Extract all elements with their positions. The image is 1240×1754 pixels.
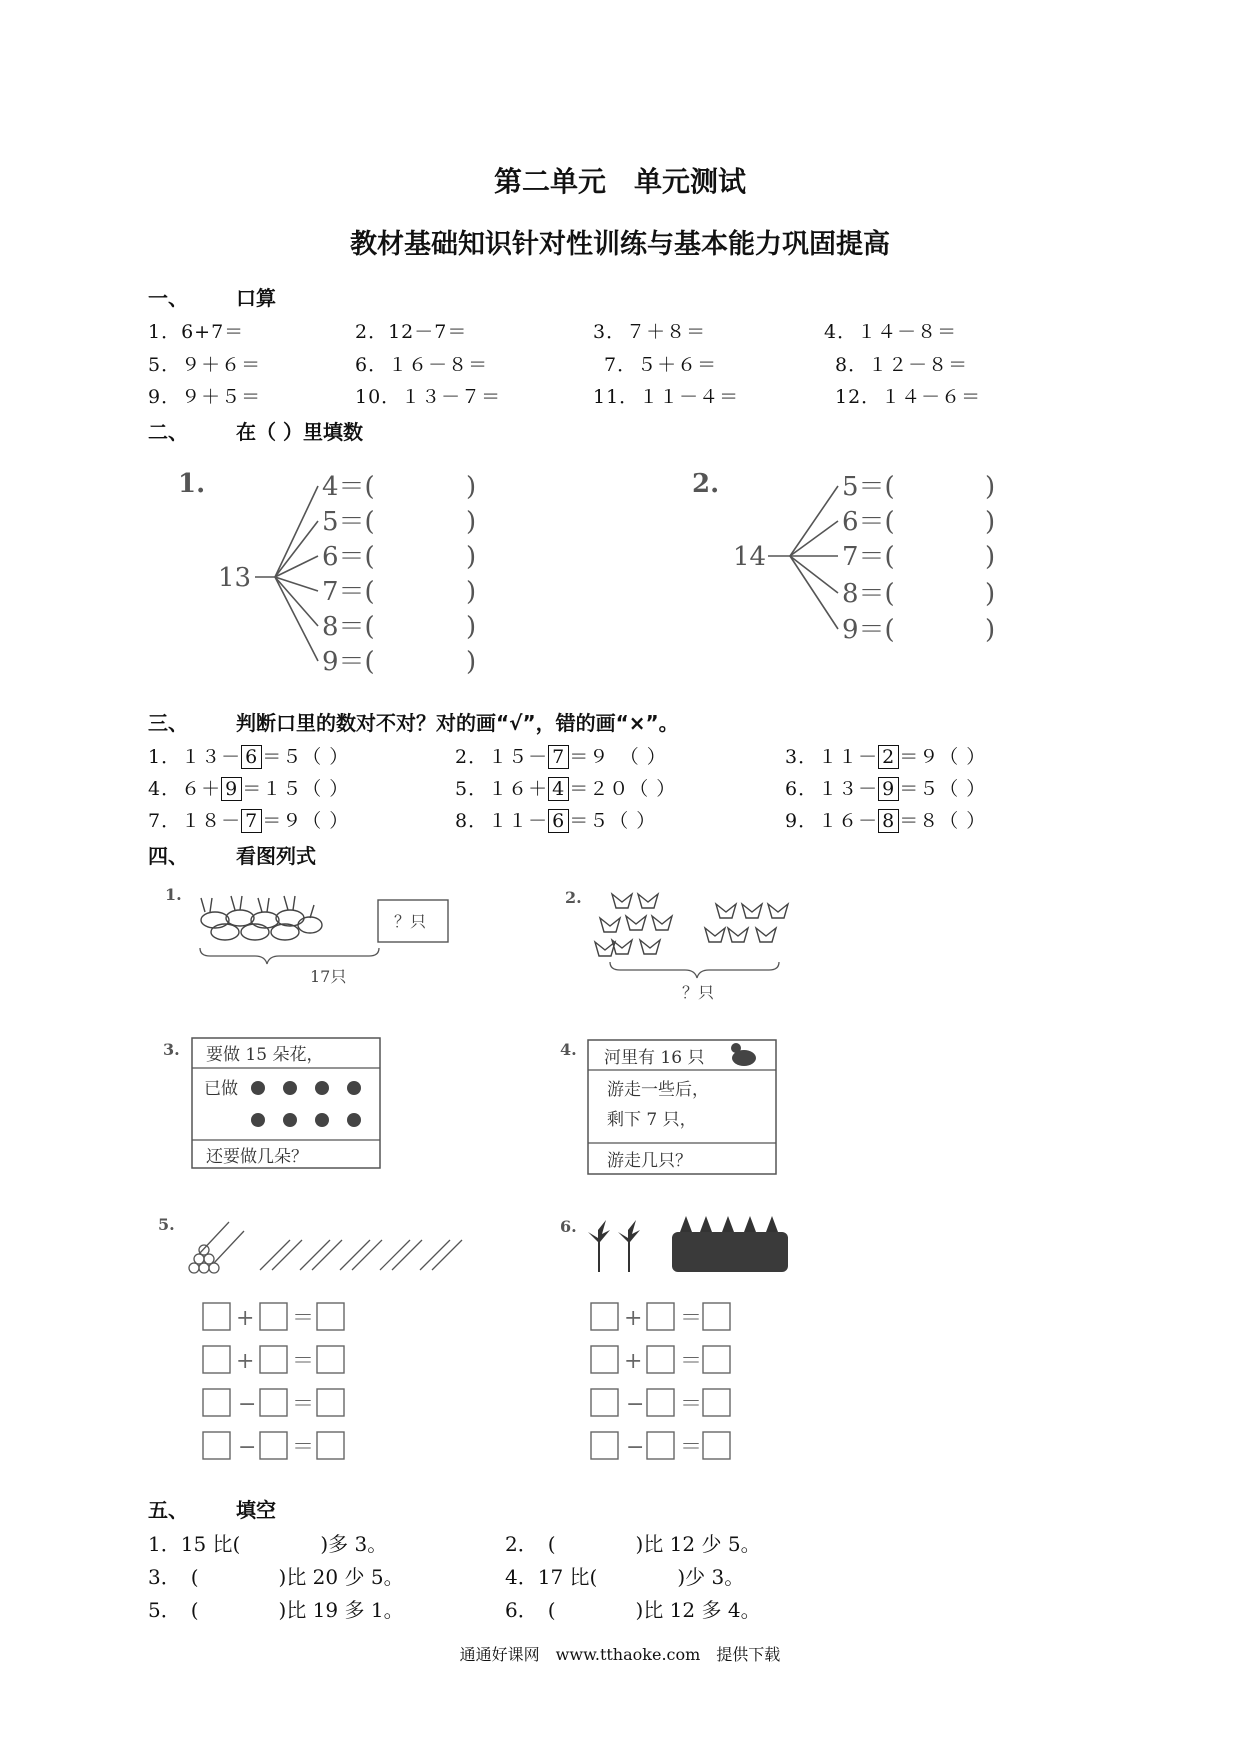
section-1-title: 口算	[236, 286, 276, 310]
oral-item-3: 3．７＋８＝	[593, 321, 707, 343]
section-2-title: 在（ ）里填数	[236, 420, 363, 444]
svg-text:＝: ＝	[292, 1435, 315, 1460]
tree-2-branch-2: 6＝(	[842, 507, 895, 537]
judge-item-3: 3．１１－ 2 ＝９（ ）	[785, 746, 987, 768]
svg-text:6.: 6.	[560, 1217, 577, 1236]
problem-4-line-3: 剩下 7 只，	[607, 1110, 697, 1130]
tree-1-branch-4: 7＝(	[322, 577, 375, 607]
problem-1-unknown: ？只	[394, 912, 427, 931]
problem-3-line-1: 要做 15 朵花，	[206, 1045, 324, 1065]
number-trees	[0, 455, 1240, 685]
section-2-number: 二、	[148, 420, 188, 444]
svg-text:1.: 1.	[165, 885, 182, 904]
birds-icon	[595, 894, 788, 956]
oral-item-10: 10．１３－７＝	[355, 386, 502, 408]
judge-box-5: 4	[548, 777, 569, 801]
svg-text:−: −	[238, 1392, 257, 1417]
judge-box-9: 8	[878, 809, 899, 833]
tree-2-close-1: )	[985, 472, 996, 502]
problem-4-line-4: 游走几只？	[607, 1151, 692, 1171]
section-3-title: 判断口里的数对不对？对的画“√”，错的画“×”。	[236, 711, 679, 735]
judge-box-4: 9	[221, 777, 242, 801]
tree-1-root: 13	[218, 563, 252, 593]
tree-2-close-4: )	[985, 579, 996, 609]
tree-1-close-6: )	[466, 647, 477, 677]
svg-text:+: +	[624, 1306, 643, 1331]
section-5-number: 五、	[148, 1498, 188, 1522]
tree-2-close-2: )	[985, 507, 996, 537]
judge-item-6: 6．１３－ 9 ＝５（ ）	[785, 778, 987, 800]
judge-item-8: 8．１１－ 6 ＝５（ ）	[455, 810, 657, 832]
tree-1-close-5: )	[466, 612, 477, 642]
problem-2-unknown: ？只	[682, 983, 715, 1002]
tree-2-branch-5: 9＝(	[842, 615, 895, 645]
svg-text:+: +	[236, 1306, 255, 1331]
problem-4-figure	[560, 1040, 776, 1174]
svg-text:−: −	[626, 1435, 645, 1460]
tree-2-branch-3: 7＝(	[842, 542, 895, 572]
tree-1-branch-5: 8＝(	[322, 612, 375, 642]
tree-1-close-4: )	[466, 577, 477, 607]
svg-text:＝: ＝	[292, 1392, 315, 1417]
problem-1-figure	[165, 885, 448, 986]
duck-icon	[731, 1043, 756, 1066]
judge-box-2: 7	[548, 745, 569, 769]
oral-item-1: 1．6+7＝	[148, 321, 245, 343]
judge-box-6: 9	[878, 777, 899, 801]
svg-text:＝: ＝	[680, 1306, 703, 1331]
logs-icon	[189, 1222, 462, 1273]
svg-text:+: +	[624, 1349, 643, 1374]
svg-text:＝: ＝	[680, 1349, 703, 1374]
oral-item-9: 9．９＋５＝	[148, 386, 262, 408]
judge-box-8: 6	[548, 809, 569, 833]
judge-item-2: 2．１５－ 7 ＝９ （ ）	[455, 746, 667, 768]
problem-5-figure	[158, 1215, 462, 1460]
tree-1-close-2: )	[466, 507, 477, 537]
problem-3-figure	[163, 1038, 380, 1168]
page-title: 第二单元 单元测试	[493, 165, 746, 198]
problem-1-total: 17只	[310, 967, 347, 986]
fill-item-5: 5． ( )比 19 多 1。	[148, 1598, 404, 1622]
tree-2-branch-1: 5＝(	[842, 472, 895, 502]
section-3-number: 三、	[148, 711, 188, 735]
tree-2-close-5: )	[985, 615, 996, 645]
svg-text:−: −	[626, 1392, 645, 1417]
oral-item-8: 8．１２－８＝	[835, 354, 969, 376]
tree-1-branch-2: 5＝(	[322, 507, 375, 537]
svg-text:−: −	[238, 1435, 257, 1460]
page-subtitle: 教材基础知识针对性训练与基本能力巩固提高	[350, 229, 890, 260]
oral-item-2: 2．12－7＝	[355, 321, 468, 343]
judge-box-3: 2	[878, 745, 899, 769]
problem-3-line-3: 还要做几朵？	[206, 1147, 308, 1167]
oral-item-5: 5．９＋６＝	[148, 354, 262, 376]
judge-item-9: 9．１６－ 8 ＝８（ ）	[785, 810, 987, 832]
problem-4-line-2: 游走一些后，	[607, 1080, 709, 1100]
svg-text:＝: ＝	[292, 1306, 315, 1331]
oral-item-12: 12．１４－６＝	[835, 386, 982, 408]
section-5-title: 填空	[236, 1498, 276, 1522]
section-4-number: 四、	[148, 844, 188, 868]
svg-text:＝: ＝	[292, 1349, 315, 1374]
judge-item-7: 7．１８－ 7 ＝９（ ）	[148, 810, 350, 832]
oral-item-6: 6．１６－８＝	[355, 354, 489, 376]
judge-item-4: 4．６＋ 9 ＝１５（ ）	[148, 778, 350, 800]
judge-item-5: 5．１６＋ 4 ＝２０（ ）	[455, 778, 677, 800]
oral-item-11: 11．１１－４＝	[593, 386, 740, 408]
problem-4-line-1: 河里有 16 只	[604, 1048, 705, 1068]
judge-item-1: 1．１３－ 6 ＝５（ ）	[148, 746, 350, 768]
oral-item-7: 7．５＋６＝	[604, 354, 718, 376]
svg-text:4.: 4.	[560, 1040, 577, 1059]
svg-text:+: +	[236, 1349, 255, 1374]
tree-2-branch-4: 8＝(	[842, 579, 895, 609]
fill-item-1: 1．15 比( )多 3。	[148, 1532, 388, 1556]
svg-text:＝: ＝	[680, 1435, 703, 1460]
tree-2-close-3: )	[985, 542, 996, 572]
svg-text:5.: 5.	[158, 1215, 175, 1234]
oral-item-4: 4．１４－８＝	[824, 321, 958, 343]
fill-item-6: 6． ( )比 12 多 4。	[505, 1598, 761, 1622]
problem-3-line-2: 已做	[204, 1079, 238, 1099]
flowers-icon	[251, 1081, 361, 1127]
tree-1-branch-3: 6＝(	[322, 542, 375, 572]
fill-item-3: 3． ( )比 20 少 5。	[148, 1565, 404, 1589]
rabbits-icon	[201, 896, 322, 940]
problem-2-figure	[565, 888, 788, 1002]
svg-text:2.: 2.	[565, 888, 582, 907]
tree-2-label: 2.	[692, 469, 720, 499]
section-4-title: 看图列式	[236, 844, 316, 868]
tree-1-close-3: )	[466, 542, 477, 572]
fill-item-4: 4．17 比( )少 3。	[505, 1565, 745, 1589]
tree-1-branch-1: 4＝(	[322, 472, 375, 502]
judge-box-7: 7	[241, 809, 262, 833]
problem-6-figure	[560, 1216, 788, 1460]
tree-1-branch-6: 9＝(	[322, 647, 375, 677]
tree-1-label: 1.	[178, 469, 206, 499]
footer-credit: 通通好课网 www.tthaoke.com 提供下载	[459, 1645, 781, 1664]
corn-plants-icon	[588, 1216, 788, 1272]
tree-1-close-1: )	[466, 472, 477, 502]
tree-2-root: 14	[733, 542, 767, 572]
fill-item-2: 2． ( )比 12 少 5。	[505, 1532, 761, 1556]
svg-text:＝: ＝	[680, 1392, 703, 1417]
svg-text:3.: 3.	[163, 1040, 180, 1059]
section-1-number: 一、	[148, 286, 188, 310]
picture-problems	[0, 870, 1240, 1510]
judge-box-1: 6	[241, 745, 262, 769]
